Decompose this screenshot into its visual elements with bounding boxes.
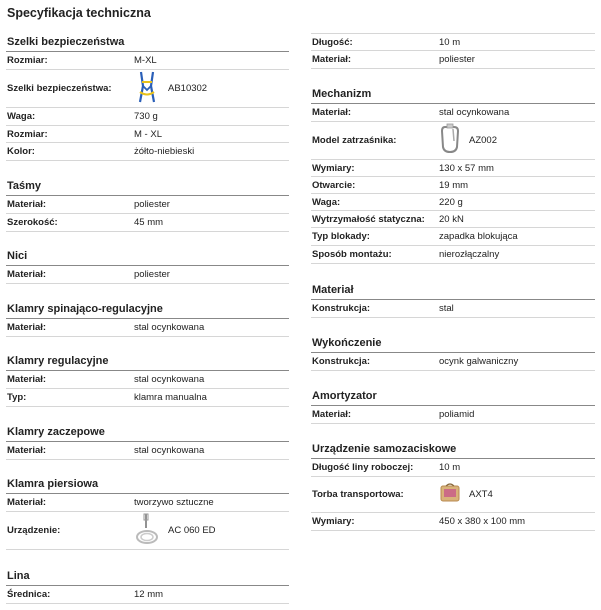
spec-row bbox=[6, 442, 289, 460]
spec-value: klamra manualna bbox=[134, 392, 207, 403]
spec-value: nierozłączalny bbox=[439, 249, 500, 260]
spec-value: AXT4 bbox=[469, 489, 493, 500]
spec-label: Urządzenie: bbox=[7, 525, 61, 536]
divider bbox=[6, 459, 289, 460]
left-spec-column bbox=[6, 0, 289, 610]
spec-value: 130 x 57 mm bbox=[439, 162, 494, 174]
spec-row bbox=[6, 266, 289, 284]
section-title-threads: Nici bbox=[6, 248, 289, 266]
spec-label: Wymiary: bbox=[312, 162, 355, 174]
spec-label: Materiał: bbox=[7, 199, 47, 210]
spec-row bbox=[311, 194, 595, 211]
spec-row bbox=[311, 246, 595, 264]
spec-label: Materiał: bbox=[7, 269, 47, 280]
spec-label: Materiał: bbox=[312, 107, 352, 118]
divider bbox=[6, 336, 289, 337]
spec-value: AB10302 bbox=[168, 83, 208, 94]
section-title-buckles-adjusting: Klamry spinająco-regulacyjne bbox=[6, 301, 289, 319]
spec-value: 10 m bbox=[439, 36, 461, 48]
spec-value: poliester bbox=[439, 54, 475, 65]
carabiner-icon[interactable] bbox=[439, 123, 461, 158]
section-title-mechanism: Mechanizm bbox=[311, 86, 595, 104]
spec-label: Materiał: bbox=[312, 409, 352, 420]
divider bbox=[311, 263, 595, 264]
spec-value: poliester bbox=[134, 269, 170, 280]
spec-value: stal ocynkowana bbox=[134, 374, 205, 385]
divider bbox=[311, 423, 595, 424]
spec-label: Konstrukcja: bbox=[312, 356, 371, 367]
divider bbox=[6, 549, 289, 550]
spec-row bbox=[6, 494, 289, 512]
spec-row bbox=[311, 177, 595, 194]
divider bbox=[311, 317, 595, 318]
spec-value: stal ocynkowana bbox=[134, 322, 205, 333]
spec-label: Otwarcie: bbox=[312, 179, 356, 191]
bag-icon[interactable] bbox=[439, 482, 461, 507]
spec-label: Średnica: bbox=[7, 589, 51, 600]
section-title-attachment-buckles: Klamry zaczepowe bbox=[6, 424, 289, 442]
spec-value: 20 kN bbox=[439, 213, 464, 225]
spec-row bbox=[311, 459, 595, 477]
spec-row bbox=[6, 371, 289, 389]
spec-label: Materiał: bbox=[312, 54, 352, 65]
spec-row bbox=[6, 126, 289, 143]
spec-label: Waga: bbox=[312, 196, 341, 208]
spec-row bbox=[311, 211, 595, 228]
spec-label: Wymiary: bbox=[312, 516, 355, 527]
spec-row bbox=[6, 319, 289, 337]
spec-row bbox=[311, 353, 595, 371]
divider bbox=[6, 283, 289, 284]
spec-value: 45 mm bbox=[134, 217, 164, 228]
spec-value: 450 x 380 x 100 mm bbox=[439, 516, 526, 527]
page-title: Specyfikacja techniczna bbox=[7, 6, 151, 20]
spec-label: Wytrzymałość statyczna: bbox=[312, 213, 425, 225]
spec-row bbox=[6, 389, 289, 407]
spec-row bbox=[311, 51, 595, 69]
spec-label: Materiał: bbox=[7, 374, 47, 385]
spec-label: Typ blokady: bbox=[312, 231, 370, 242]
section-title-adjust-buckles: Klamry regulacyjne bbox=[6, 353, 289, 371]
right-spec-column bbox=[311, 0, 595, 610]
spec-row bbox=[6, 214, 289, 232]
spec-row bbox=[311, 477, 595, 513]
spec-row bbox=[6, 70, 289, 108]
spec-row bbox=[6, 196, 289, 214]
spec-value: AZ002 bbox=[469, 135, 497, 146]
spec-value: poliester bbox=[134, 199, 170, 210]
section-title-harness: Szelki bezpieczeństwa bbox=[6, 34, 289, 52]
spec-label: Materiał: bbox=[7, 322, 47, 333]
spec-value: ocynk galwaniczny bbox=[439, 356, 519, 367]
spec-label: Torba transportowa: bbox=[312, 489, 404, 500]
spec-label: Konstrukcja: bbox=[312, 303, 371, 314]
spec-label: Rozmiar: bbox=[7, 55, 48, 66]
spec-value: 19 mm bbox=[439, 179, 469, 191]
spec-value: tworzywo sztuczne bbox=[134, 497, 214, 508]
spec-label: Sposób montażu: bbox=[312, 249, 392, 260]
spec-label: Szelki bezpieczeństwa: bbox=[7, 83, 112, 94]
divider bbox=[311, 370, 595, 371]
spec-row bbox=[311, 228, 595, 246]
spec-label: Długość liny roboczej: bbox=[312, 462, 414, 473]
section-title-finish: Wykończenie bbox=[311, 335, 595, 353]
spec-value: 220 g bbox=[439, 196, 463, 208]
spec-value: AC 060 ED bbox=[168, 525, 216, 536]
spec-value: stal ocynkowana bbox=[134, 445, 205, 456]
spec-row bbox=[6, 108, 289, 126]
section-title-chest-buckle: Klamra piersiowa bbox=[6, 476, 289, 494]
divider bbox=[6, 231, 289, 232]
spec-value: M - XL bbox=[134, 128, 162, 140]
spec-row bbox=[311, 33, 595, 51]
spec-row bbox=[311, 122, 595, 160]
spec-label: Waga: bbox=[7, 111, 36, 122]
spec-label: Kolor: bbox=[7, 146, 35, 157]
lanyard-icon[interactable] bbox=[134, 512, 160, 549]
spec-value: 12 mm bbox=[134, 589, 164, 600]
spec-row bbox=[6, 586, 289, 604]
spec-row bbox=[311, 300, 595, 318]
spec-label: Materiał: bbox=[7, 497, 47, 508]
spec-label: Rozmiar: bbox=[7, 128, 48, 140]
spec-row bbox=[311, 406, 595, 424]
section-title-material: Materiał bbox=[311, 282, 595, 300]
spec-label: Długość: bbox=[312, 36, 353, 48]
spec-value: stal bbox=[439, 303, 454, 314]
section-title-self-locking-device: Urządzenie samozaciskowe bbox=[311, 441, 595, 459]
spec-label: Model zatrzaśnika: bbox=[312, 135, 397, 146]
spec-value: 10 m bbox=[439, 462, 461, 473]
spec-value: żółto-niebieski bbox=[134, 146, 195, 157]
spec-value: poliamid bbox=[439, 409, 475, 420]
spec-value: zapadka blokująca bbox=[439, 231, 518, 242]
spec-value: M-XL bbox=[134, 55, 157, 66]
spec-row bbox=[6, 512, 289, 550]
harness-icon[interactable] bbox=[134, 70, 160, 107]
spec-row bbox=[311, 104, 595, 122]
section-title-rope: Lina bbox=[6, 568, 289, 586]
spec-label: Szerokość: bbox=[7, 217, 58, 228]
spec-row bbox=[6, 52, 289, 70]
spec-value: stal ocynkowana bbox=[439, 107, 510, 118]
spec-label: Materiał: bbox=[7, 445, 47, 456]
spec-row bbox=[311, 513, 595, 531]
section-title-shock-absorber: Amortyzator bbox=[311, 388, 595, 406]
spec-row bbox=[6, 143, 289, 161]
spec-row bbox=[311, 160, 595, 177]
spec-label: Typ: bbox=[7, 392, 27, 403]
section-title-straps: Taśmy bbox=[6, 178, 289, 196]
spec-value: 730 g bbox=[134, 111, 158, 122]
